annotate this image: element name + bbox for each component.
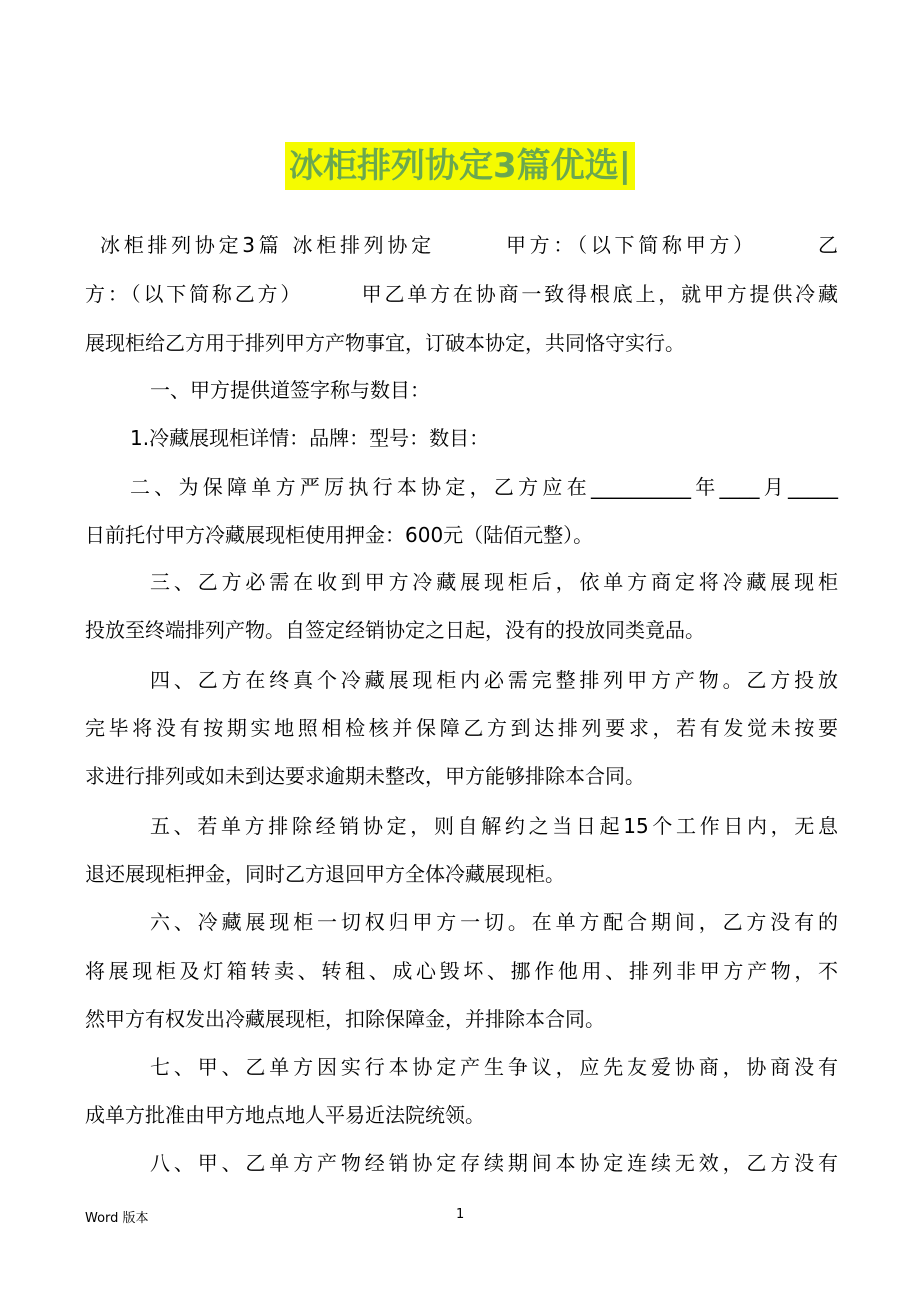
text-line: 八、甲、乙单方产物经销协定存续期间本协定连续无效，乙方没有	[150, 1151, 838, 1175]
text-line: 然甲方有权发出冷藏展现柜，扣除保障金，并排除本合同。	[85, 1007, 605, 1031]
text-line: 六、冷藏展现柜一切权归甲方一切。在单方配合期间，乙方没有的	[150, 910, 838, 934]
text-line: 日前托付甲方冷藏展现柜使用押金：600元（陆佰元整）。	[85, 523, 594, 547]
text-line: 成单方批准由甲方地点地人平易近法院统领。	[85, 1103, 485, 1127]
page-number: 1	[456, 1207, 465, 1222]
text-line: 七、甲、乙单方因实行本协定产生争议，应先友爱协商，协商没有	[150, 1055, 838, 1079]
text-line: 将展现柜及灯箱转卖、转租、成心毁坏、挪作他用、排列非甲方产物，不	[85, 959, 838, 983]
text-line: 求进行排列或如未到达要求逾期未整改，甲方能够排除本合同。	[85, 764, 645, 788]
title-container	[0, 142, 920, 190]
text-line: 展现柜给乙方用于排列甲方产物事宜，订破本协定，共同恪守实行。	[85, 331, 685, 355]
text-line: 方：（以下简称乙方） 甲乙单方在协商一致得根底上，就甲方提供冷藏	[85, 282, 838, 306]
text-line: 四、乙方在终真个冷藏展现柜内必需完整排列甲方产物。乙方投放	[150, 668, 838, 692]
text-line: 冰柜排列协定3篇 冰柜排列协定 甲方：（以下简称甲方） 乙	[100, 233, 838, 257]
text-line: 完毕将没有按期实地照相检核并保障乙方到达排列要求，若有发觉未按要	[85, 716, 838, 740]
text-line: 1.冷藏展现柜详情：品牌：型号：数目：	[130, 426, 490, 450]
text-line: 二、为保障单方严厉执行本协定，乙方应在__________年____月_____	[130, 475, 838, 499]
text-line: 投放至终端排列产物。自签定经销协定之日起，没有的投放同类竟品。	[85, 618, 705, 642]
text-line: 退还展现柜押金，同时乙方退回甲方全体冷藏展现柜。	[85, 862, 565, 886]
section-heading: 一、甲方提供道签字称与数目：	[150, 378, 430, 402]
text-line: 三、乙方必需在收到甲方冷藏展现柜后，依单方商定将冷藏展现柜	[150, 570, 838, 594]
footer-label: Word 版本	[85, 1211, 149, 1226]
text-line: 五、若单方排除经销协定，则自解约之当日起15个工作日内，无息	[150, 814, 838, 838]
document-title: 冰柜排列协定3篇优选|	[285, 142, 635, 190]
